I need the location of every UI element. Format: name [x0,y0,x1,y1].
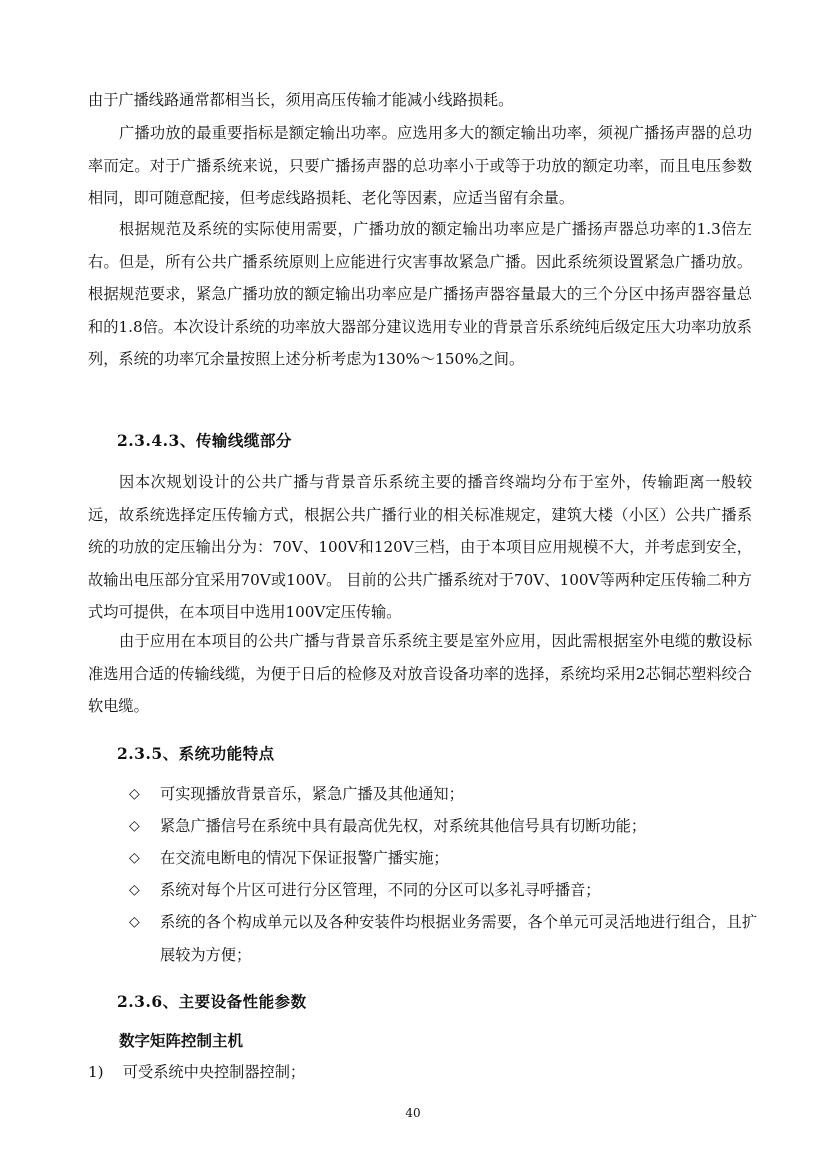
paragraph-text: 由于应用在本项目的公共广播与背景音乐系统主要是室外应用，因此需根据室外电缆的敷设标准选用合适的传输线缆，为便于日后的检修及对放音设备功率的选择，系统均采用2芯铜芯塑料绞合软电缆。 [88,632,752,716]
paragraph-rated-output [88,213,752,376]
paragraph-line-loss [88,84,752,117]
diamond-bullet-icon: ◇ [129,818,140,834]
item-number: 1) [88,1063,104,1081]
page-number: 40 [405,1106,421,1120]
paragraph-text: 因本次规划设计的公共广播与背景音乐系统主要的播音终端均分布于室外，传输距离一般较远，故系统选择定压传输方式，根据公共广播行业的相关标准规定，建筑大楼（小区）公共广播系统的功放的定压输出分为：70V、100V和120V三档，由于本项目应用规模不大，并考虑到安全，故输出电压部分宜采用70V或100V。 目前的公共广播系统对于70V、100V等两种定压传输二种方式均可提供，在本项目中选用100V定压传输。 [88,473,752,622]
list-item: ◇ 可实现播放背景音乐，紧急广播及其他通知； [129,778,757,811]
diamond-bullet-icon: ◇ [129,882,140,898]
list-item: ◇ 在交流电断电的情况下保证报警广播实施； [129,842,757,875]
diamond-bullet-icon: ◇ [129,850,140,866]
item-text: 可受系统中央控制器控制； [122,1063,306,1081]
list-item: ◇ 紧急广播信号在系统中具有最高优先权，对系统其他信号具有切断功能； [129,810,757,843]
diamond-bullet-icon: ◇ [129,786,140,802]
paragraph-transmission-mode [88,466,752,629]
paragraph-cable-selection [88,625,752,723]
subheading-matrix-host: 数字矩阵控制主机 [119,1031,244,1050]
paragraph-text: 由于广播线路通常都相当长，须用高压传输才能减小线路损耗。 [88,91,514,109]
diamond-bullet-icon: ◇ [129,914,140,930]
list-item: ◇ 系统的各个构成单元以及各种安装件均根据业务需要，各个单元可灵活地进行组合，且扩展较为方便； [129,906,757,971]
heading-2-3-5: 2.3.5、系统功能特点 [117,744,275,763]
list-item: ◇ 系统对每个片区可进行分区管理，不同的分区可以多礼寻呼播音； [129,874,757,907]
numbered-item [88,1061,305,1082]
paragraph-amplifier-power [88,117,752,215]
paragraph-text: 广播功放的最重要指标是额定输出功率。应选用多大的额定输出功率，须视广播扬声器的总功率而定。对于广播系统来说，只要广播扬声器的总功率小于或等于功放的额定功率，而且电压参数相同，即可随意配接，但考虑线路损耗、老化等因素，应适当留有余量。 [88,124,752,208]
paragraph-text: 根据规范及系统的实际使用需要，广播功放的额定输出功率应是广播扬声器总功率的1.3倍左右。但是，所有公共广播系统原则上应能进行灾害事故紧急广播。因此系统须设置紧急广播功放。根据规范要求，紧急广播功放的额定输出功率应是广播扬声器容量最大的三个分区中扬声器容量总和的1.8倍。本次设计系统的功率放大器部分建议选用专业的背景音乐系统纯后级定压大功率功放系列，系统的功率冗余量按照上述分析考虑为130%～150%之间。 [88,220,752,369]
heading-2-3-6: 2.3.6、主要设备性能参数 [117,992,307,1011]
heading-2-3-4-3: 2.3.4.3、传输线缆部分 [117,431,292,450]
